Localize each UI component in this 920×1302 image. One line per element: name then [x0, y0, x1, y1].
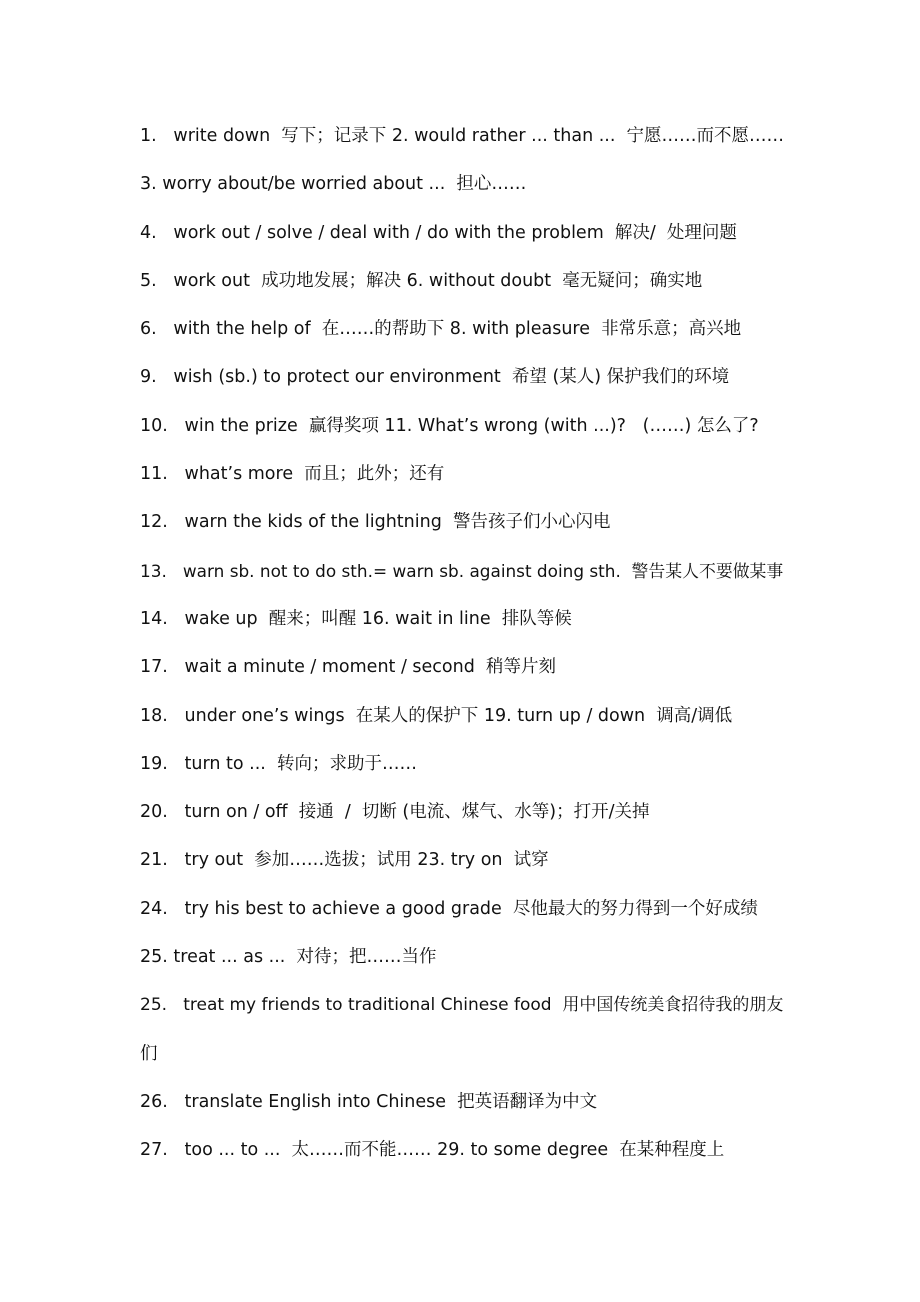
list-item: 27. too ... to ... 太……而不能…… 29. to some degree 在某种程度上 [140, 1140, 725, 1161]
list-item: 20. turn on / off 接通 / 切断 (电流、煤气、水等)；打开/关掉 [140, 802, 650, 823]
list-item: 18. under one’s wings 在某人的保护下 19. turn up / down 调高/调低 [140, 705, 733, 726]
vocabulary-list [140, 112, 790, 1175]
list-item: 6. with the help of 在……的帮助下 8. with pleasure 非常乐意；高兴地 [140, 319, 742, 340]
list-item: 10. win the prize 赢得奖项 11. What’s wrong (with ...)? (……) 怎么了? [140, 415, 759, 436]
list-item: 26. translate English into Chinese 把英语翻译为中文 [140, 1091, 598, 1112]
list-item: 17. wait a minute / moment / second 稍等片刻 [140, 657, 556, 678]
list-item: 1. write down 写下；记录下 2. would rather ... than ... 宁愿……而不愿…… [140, 126, 785, 146]
list-item: 19. turn to ... 转向；求助于…… [140, 753, 417, 774]
list-item: 14. wake up 醒来；叫醒 16. wait in line 排队等候 [140, 608, 572, 629]
list-item: 21. try out 参加……选拔；试用 23. try on 试穿 [140, 850, 549, 871]
list-item: 9. wish (sb.) to protect our environment 希望 (某人) 保护我们的环境 [140, 367, 730, 388]
list-item: 5. work out 成功地发展；解决 6. without doubt 毫无疑问；确实地 [140, 270, 703, 291]
list-item: 25. treat ... as ... 对待；把……当作 [140, 947, 437, 968]
list-item: 3. worry about/be worried about ... 担心…… [140, 174, 527, 195]
list-item: 13. warn sb. not to do sth.= warn sb. against doing sth. 警告某人不要做某事 [140, 560, 784, 581]
list-item-continuation: 们 [140, 1043, 158, 1064]
list-item: 11. what’s more 而且；此外；还有 [140, 464, 445, 485]
list-item: 25. treat my friends to traditional Chinese food 用中国传统美食招待我的朋友 [140, 995, 784, 1016]
list-item: 4. work out / solve / deal with / do with the problem 解决/ 处理问题 [140, 222, 737, 243]
list-item: 24. try his best to achieve a good grade 尽他最大的努力得到一个好成绩 [140, 898, 758, 919]
list-item: 12. warn the kids of the lightning 警告孩子们小心闪电 [140, 512, 611, 533]
